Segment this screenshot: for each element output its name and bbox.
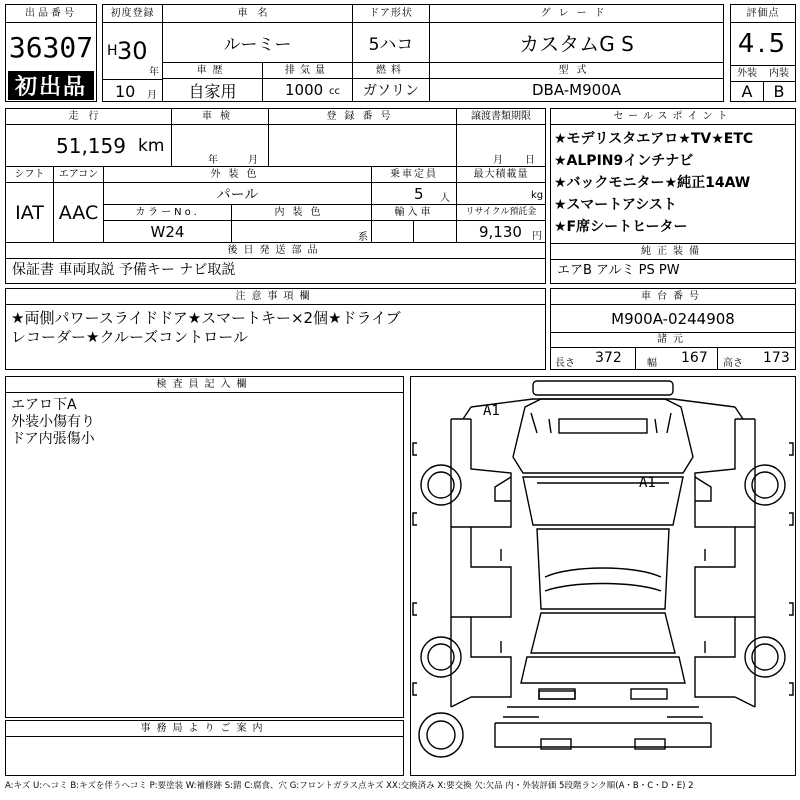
spec-label: 諸元: [551, 333, 795, 348]
door-label: ドア形状: [353, 5, 430, 23]
exterior-grade: A: [741, 82, 753, 101]
color-number: W24: [104, 221, 232, 243]
displacement-unit: cc: [329, 86, 340, 97]
load-label: 最大積載量: [457, 167, 545, 183]
capacity-unit: 人: [440, 193, 450, 204]
sales-points-box: [550, 108, 796, 284]
shift: IAT: [6, 183, 54, 243]
chassis-number: M900A-0244908: [551, 305, 795, 333]
int-color-unit: 系: [358, 232, 368, 243]
model: DBA-M900A: [531, 81, 622, 99]
mileage-cell: [6, 125, 172, 167]
mileage-label: 走行: [6, 109, 172, 125]
width: 167: [681, 350, 708, 366]
inspector-text: エアロ下A 外装小傷有り ドア内張傷小: [11, 397, 95, 447]
load-unit: kg: [531, 190, 544, 201]
colorno-label: カラーNo.: [104, 205, 232, 221]
sales-points-label: セールスポイント: [551, 109, 795, 125]
displacement-cell: [263, 79, 353, 101]
inspection-label: 車検: [172, 109, 269, 125]
year-unit: 年: [149, 67, 159, 78]
notes-label: 注意事項欄: [6, 289, 545, 305]
interior-label: 内装: [763, 66, 795, 81]
car-diagram-svg: [411, 377, 795, 775]
load-cell: [457, 183, 545, 205]
import-cell-2: [414, 221, 457, 243]
chassis-box: [550, 288, 796, 370]
sales-points-list: [554, 128, 794, 238]
capacity-cell: [372, 183, 457, 205]
transfer-cell: [457, 125, 545, 167]
notes-text: ★両側パワースライドドア★スマートキー×2個★ドライブ レコーダー★クルーズコントロール: [11, 309, 401, 346]
recycle-cell: [457, 221, 545, 243]
exterior-color: パール: [104, 183, 372, 205]
legend: A:キズ U:ヘコミ B:キズを伴うヘコミ P:要塗装 W:補修跡 S:錆 C:腐食、穴 G:フロントガラス点キズ XX:交換済み X:要交換 欠:欠品 内・外装評価 5段階ランク順(A・B・C・D・E) 2: [5, 781, 694, 791]
office-label: 事務局よりご案内: [6, 721, 403, 737]
score-label: 評価点: [731, 5, 795, 23]
score-box: [730, 4, 796, 102]
recycle-fee: 9,130: [479, 223, 522, 241]
width-label: 幅: [647, 358, 657, 369]
era: H: [107, 43, 118, 59]
inspector-label: 検査員記入欄: [6, 377, 403, 393]
first-reg-year: 30: [117, 37, 148, 65]
recycle-label: リサイクル預託金: [457, 205, 545, 221]
int-color-label: 内装色: [232, 205, 372, 221]
ac: AAC: [54, 183, 104, 243]
first-reg-cell: [103, 23, 163, 101]
capacity-label: 乗車定員: [372, 167, 457, 183]
fuel-label: 燃料: [353, 63, 430, 79]
car-name-label: 車名: [163, 5, 353, 23]
car-name: ルーミー: [163, 23, 353, 63]
sales-point: ★F席シートヒーター: [554, 219, 688, 235]
int-color-cell: [232, 221, 372, 243]
inspection-year-unit: 年: [208, 155, 218, 166]
reg-no-cell: [269, 125, 457, 167]
length: 372: [595, 350, 622, 366]
height: 173: [763, 350, 790, 366]
color-label: 外装色: [104, 167, 372, 183]
damage-mark-front-bumper: A1: [483, 403, 500, 419]
capacity: 5: [414, 185, 424, 203]
interior-grade: B: [773, 82, 785, 101]
mileage-unit: km: [138, 136, 165, 156]
spec-row: [551, 348, 795, 369]
sales-point: ★バックモニター★純正14AW: [554, 175, 751, 191]
month-unit: 月: [147, 90, 157, 101]
damage-mark-side: A1: [639, 475, 656, 491]
lot-number-label: 出品番号: [6, 5, 96, 23]
top-info-grid: [102, 4, 724, 102]
transfer-day-unit: 日: [525, 155, 535, 166]
score: 4.5: [737, 29, 789, 59]
transfer-month-unit: 月: [493, 155, 503, 166]
lot-number: 36307: [8, 30, 94, 64]
sales-point: ★ALPIN9インチナビ: [554, 153, 694, 169]
recycle-unit: 円: [532, 231, 542, 242]
later-parts-label: 後日発送部品: [6, 243, 545, 259]
import-label: 輸入車: [372, 205, 457, 221]
height-label: 高さ: [723, 358, 743, 369]
inspection-cell: [172, 125, 269, 167]
transfer-label: 譲渡書類期限: [457, 109, 545, 125]
exterior-label: 外装: [731, 66, 763, 81]
door-type: 5ハコ: [353, 23, 430, 63]
lot-number-box: [5, 4, 97, 102]
std-equipment: エアB アルミ PS PW: [557, 263, 680, 278]
inspector-box: [5, 376, 404, 718]
mileage: 51,159: [56, 134, 126, 158]
model-label: 型式: [430, 63, 723, 79]
history: 自家用: [163, 79, 263, 101]
fuel: ガソリン: [353, 79, 430, 101]
ac-label: エアコン: [54, 167, 104, 183]
vehicle-detail-grid: [5, 108, 546, 284]
displacement: 1000: [285, 81, 324, 99]
reg-no-label: 登録番号: [269, 109, 457, 125]
grade-label: グレード: [430, 5, 723, 23]
first-reg-label: 初度登録: [103, 5, 163, 23]
sales-point: ★スマートアシスト: [554, 197, 677, 213]
damage-diagram: [410, 376, 796, 776]
sales-point: ★モデリスタエアロ★TV★ETC: [554, 131, 754, 147]
later-parts: 保証書 車両取説 予備キー ナビ取説: [12, 262, 236, 278]
inspection-month-unit: 月: [248, 155, 258, 166]
shift-label: シフト: [6, 167, 54, 183]
office-box: [5, 720, 404, 776]
chassis-label: 車台番号: [551, 289, 795, 305]
import-cell: [372, 221, 414, 243]
first-reg-month: 10: [115, 82, 136, 101]
notes-box: [5, 288, 546, 370]
length-label: 長さ: [555, 358, 575, 369]
history-label: 車歴: [163, 63, 263, 79]
grade: カスタムG S: [430, 23, 723, 63]
displacement-label: 排気量: [263, 63, 353, 79]
first-listing-badge: 初出品: [8, 71, 94, 100]
std-equipment-label: 純正装備: [551, 244, 795, 259]
